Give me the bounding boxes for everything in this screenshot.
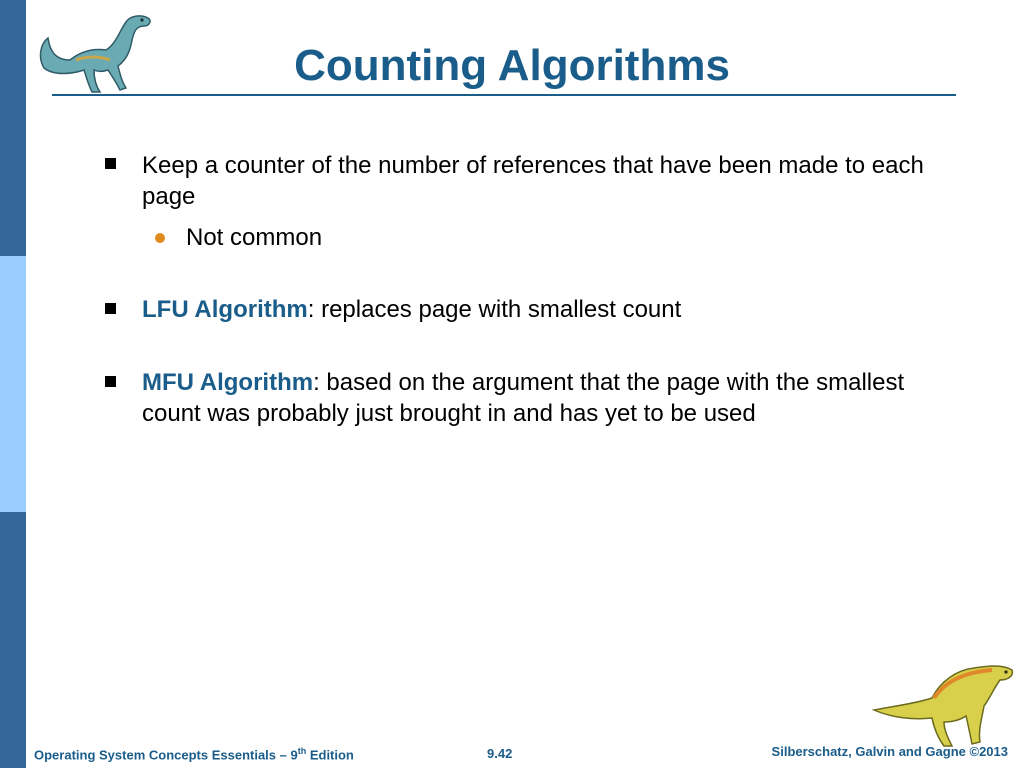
bullet-1-text: Keep a counter of the number of references that have been made to each page: [142, 152, 924, 210]
footer-book-sup: th: [297, 746, 307, 756]
dinosaur-icon: [870, 658, 1016, 750]
footer-book-suffix: Edition: [306, 747, 354, 763]
footer-page-number: 9.42: [487, 746, 513, 761]
bullet-2-text: [142, 294, 942, 325]
bullet-3-text: [142, 367, 942, 429]
bullet-square-icon: [105, 158, 116, 169]
bullet-square-icon: [105, 376, 116, 387]
footer-book-prefix: Operating System Concepts Essentials – 9: [34, 747, 298, 763]
sub-bullet-text: Not common: [186, 224, 323, 251]
bullet-square-icon: [105, 303, 116, 314]
sub-bullet-dot-icon: [155, 233, 165, 243]
lfu-label: LFU Algorithm: [142, 296, 308, 323]
mfu-label: MFU Algorithm: [142, 369, 314, 396]
footer-copyright: Silberschatz, Galvin and Gagne ©2013: [771, 744, 1008, 759]
slide-title: Counting Algorithms: [294, 41, 730, 90]
lfu-description: : replaces page with smallest count: [307, 296, 682, 323]
footer-book-title: [34, 746, 354, 762]
mfu-description: : based on the argument that the page with the smallest count was probably just brought in and has yet to be used: [142, 369, 905, 427]
